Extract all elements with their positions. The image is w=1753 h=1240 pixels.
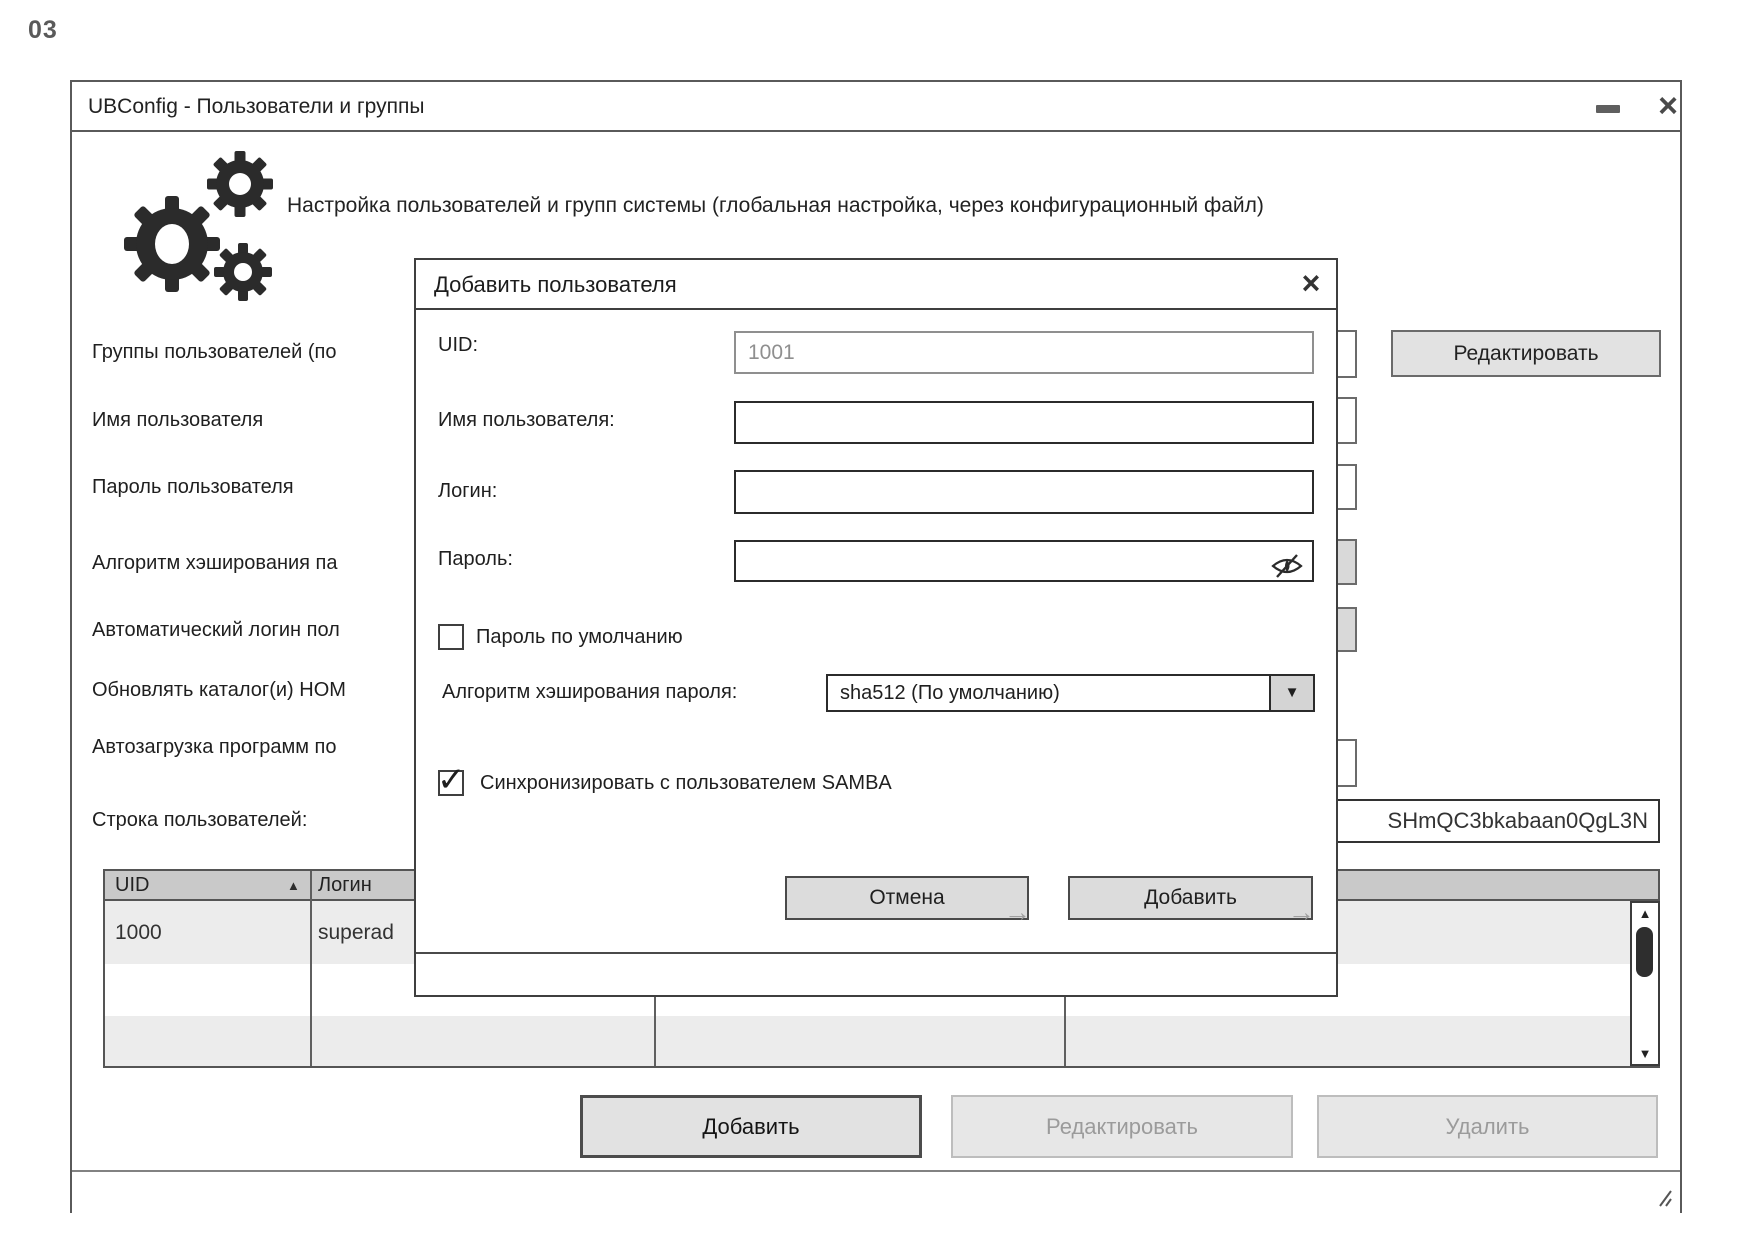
dropdown-arrow-icon[interactable]: ▼ — [1269, 676, 1313, 710]
password-visibility-eye-off-icon[interactable] — [1270, 552, 1304, 580]
dialog-close-icon[interactable]: × — [1301, 265, 1321, 301]
hash-algorithm-label: Алгоритм хэширования пароля: — [442, 681, 738, 703]
page-number-label: 03 — [28, 16, 58, 44]
resize-grip-icon[interactable] — [1650, 1185, 1672, 1207]
window-title: UBConfig - Пользователи и группы — [88, 95, 425, 118]
hash-algorithm-select[interactable] — [826, 674, 1315, 712]
samba-sync-checkmark: ✓ — [437, 761, 466, 799]
password-label: Пароль: — [438, 548, 513, 570]
delete-user-button — [1317, 1095, 1658, 1158]
scroll-down-icon[interactable]: ▼ — [1638, 1046, 1652, 1061]
sort-ascending-icon[interactable]: ▲ — [287, 878, 300, 893]
uid-label: UID: — [438, 334, 478, 356]
field-label-user-name: Имя пользователя — [92, 409, 264, 431]
scroll-up-icon[interactable]: ▲ — [1638, 906, 1652, 921]
edit-groups-button-label: Редактировать — [1453, 342, 1599, 365]
edit-groups-button[interactable] — [1391, 330, 1661, 377]
status-bar — [72, 1170, 1680, 1213]
field-label-users-string: Строка пользователей: — [92, 809, 308, 831]
dialog-titlebar — [416, 260, 1336, 310]
login-input[interactable] — [734, 470, 1314, 514]
cancel-button[interactable] — [785, 876, 1031, 927]
window-titlebar — [72, 82, 1680, 132]
cancel-button-label: Отмена — [869, 886, 945, 909]
user-name-input[interactable] — [734, 401, 1314, 444]
edit-user-button-label: Редактировать — [1046, 1114, 1198, 1139]
gears-icon — [110, 144, 290, 314]
add-user-button-label: Добавить — [702, 1114, 800, 1139]
close-icon[interactable]: × — [1658, 87, 1678, 125]
cursor-arrow-icon: → — [1004, 897, 1031, 927]
field-label-user-groups: Группы пользователей (по — [92, 341, 337, 363]
cursor-arrow-icon: → — [1288, 897, 1315, 927]
field-label-auto-login: Автоматический логин пол — [92, 619, 340, 641]
minimize-icon[interactable] — [1596, 105, 1620, 113]
cell-uid: 1000 — [115, 921, 162, 944]
samba-sync-checkbox[interactable] — [437, 761, 466, 799]
dialog-title: Добавить пользователя — [434, 272, 677, 297]
column-header-login[interactable]: Логин — [318, 874, 372, 896]
cell-login: superad — [318, 921, 394, 944]
add-user-dialog — [414, 258, 1338, 997]
password-input[interactable] — [734, 540, 1314, 582]
field-label-user-password: Пароль пользователя — [92, 476, 294, 498]
field-label-autostart: Автозагрузка программ по — [92, 736, 337, 758]
login-label: Логин: — [438, 480, 498, 502]
field-label-update-home: Обновлять каталог(и) HOM — [92, 679, 346, 701]
edit-user-button — [951, 1095, 1293, 1158]
users-string-input[interactable]: SHmQC3bkabaan0QgL3N — [602, 799, 1660, 843]
add-user-button[interactable] — [580, 1095, 922, 1158]
confirm-add-button-label: Добавить — [1144, 886, 1237, 909]
column-divider — [310, 871, 312, 1066]
column-header-uid[interactable]: UID — [115, 874, 150, 896]
hash-algorithm-value: sha512 (По умолчанию) — [840, 682, 1060, 704]
table-scrollbar[interactable] — [1630, 901, 1660, 1066]
scrollbar-thumb[interactable] — [1636, 927, 1653, 977]
table-row[interactable] — [105, 1016, 1658, 1066]
window-subtitle: Настройка пользователей и групп системы (глобальная настройка, через конфигурационный файл) — [287, 194, 1264, 217]
delete-user-button-label: Удалить — [1445, 1114, 1530, 1139]
field-label-hash-algorithm: Алгоритм хэширования па — [92, 552, 338, 574]
default-password-checkbox-label: Пароль по умолчанию — [476, 626, 683, 648]
dialog-footer-divider — [416, 952, 1336, 954]
user-name-label: Имя пользователя: — [438, 409, 615, 431]
samba-sync-checkbox-label: Синхронизировать с пользователем SAMBA — [480, 772, 892, 794]
default-password-checkbox[interactable] — [438, 624, 464, 650]
confirm-add-button[interactable] — [1068, 876, 1315, 927]
uid-input[interactable] — [734, 331, 1314, 374]
